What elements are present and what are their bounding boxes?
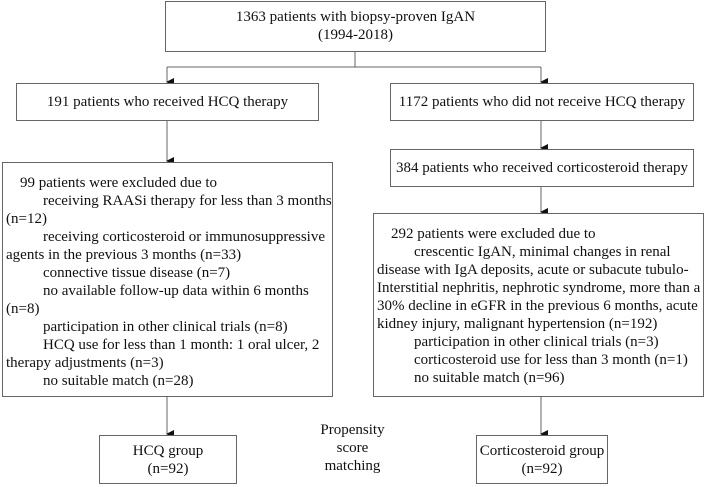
- corticosteroid-group-count: (n=92): [521, 461, 563, 477]
- exclusion-item: Interstitial nephritis, nephrotic syndrome, more than a: [377, 280, 701, 296]
- corticosteroid-exclusion-box: [373, 213, 704, 397]
- corticosteroid-group-label: Corticosteroid group: [479, 443, 605, 459]
- exclusion-item: no suitable match (n=28): [43, 373, 194, 389]
- exclusion-item: corticosteroid use for less than 3 month (n=1): [414, 352, 688, 368]
- hcq-group-count: (n=92): [147, 461, 189, 477]
- hcq-therapy-box: [16, 83, 319, 121]
- exclusion-item: receiving RAASi therapy for less than 3 months: [43, 193, 332, 209]
- propensity-matching-label: [300, 421, 405, 475]
- cohort-box: [165, 1, 546, 52]
- exclusion-item: no suitable match (n=96): [414, 370, 565, 386]
- exclusion-item: no available follow-up data within 6 months: [43, 283, 309, 299]
- matching-label-line: Propensity: [320, 422, 385, 438]
- hcq-therapy-text: 191 patients who received HCQ therapy: [46, 94, 289, 110]
- matching-label-line: matching: [324, 458, 381, 474]
- exclusion-item: kidney injury, malignant hypertension (n=192): [377, 316, 658, 332]
- hcq-group-box: [99, 435, 237, 484]
- exclusion-item: disease with IgA deposits, acute or subacute tubulo-: [377, 262, 689, 278]
- no-hcq-box: [390, 83, 694, 121]
- exclusion-item: (n=8): [6, 301, 40, 317]
- exclusion-item: (n=12): [6, 211, 47, 227]
- corticosteroid-group-box: [476, 435, 608, 484]
- exclusion-item: HCQ use for less than 1 month: 1 oral ulcer, 2: [43, 337, 320, 353]
- exclusion-item: therapy adjustments (n=3): [6, 355, 164, 371]
- exclusion-item: agents in the previous 3 months (n=33): [6, 247, 242, 263]
- corticosteroid-therapy-text: 384 patients who received corticosteroid therapy: [396, 160, 688, 176]
- matching-label-line: score: [336, 440, 369, 456]
- exclusion-item: receiving corticosteroid or immunosuppressive: [43, 229, 326, 245]
- cohort-text: 1363 patients with biopsy-proven IgAN: [235, 9, 476, 25]
- exclusion-item: participation in other clinical trials (n=3): [414, 334, 659, 350]
- exclusion-item: connective tissue disease (n=7): [43, 265, 231, 281]
- exclusion-heading: 99 patients were excluded due to: [20, 175, 218, 191]
- cohort-years: (1994-2018): [318, 27, 393, 43]
- exclusion-item: 30% decline in eGFR in the previous 6 months, acute: [377, 298, 698, 314]
- hcq-group-label: HCQ group: [132, 443, 204, 459]
- no-hcq-text: 1172 patients who did not receive HCQ therapy: [398, 94, 686, 110]
- exclusion-item: participation in other clinical trials (n=8): [43, 319, 288, 335]
- corticosteroid-therapy-box: [390, 149, 694, 187]
- hcq-exclusion-box: [2, 162, 333, 397]
- exclusion-heading: 292 patients were excluded due to: [391, 226, 596, 242]
- exclusion-item: crescentic IgAN, minimal changes in renal: [414, 244, 671, 260]
